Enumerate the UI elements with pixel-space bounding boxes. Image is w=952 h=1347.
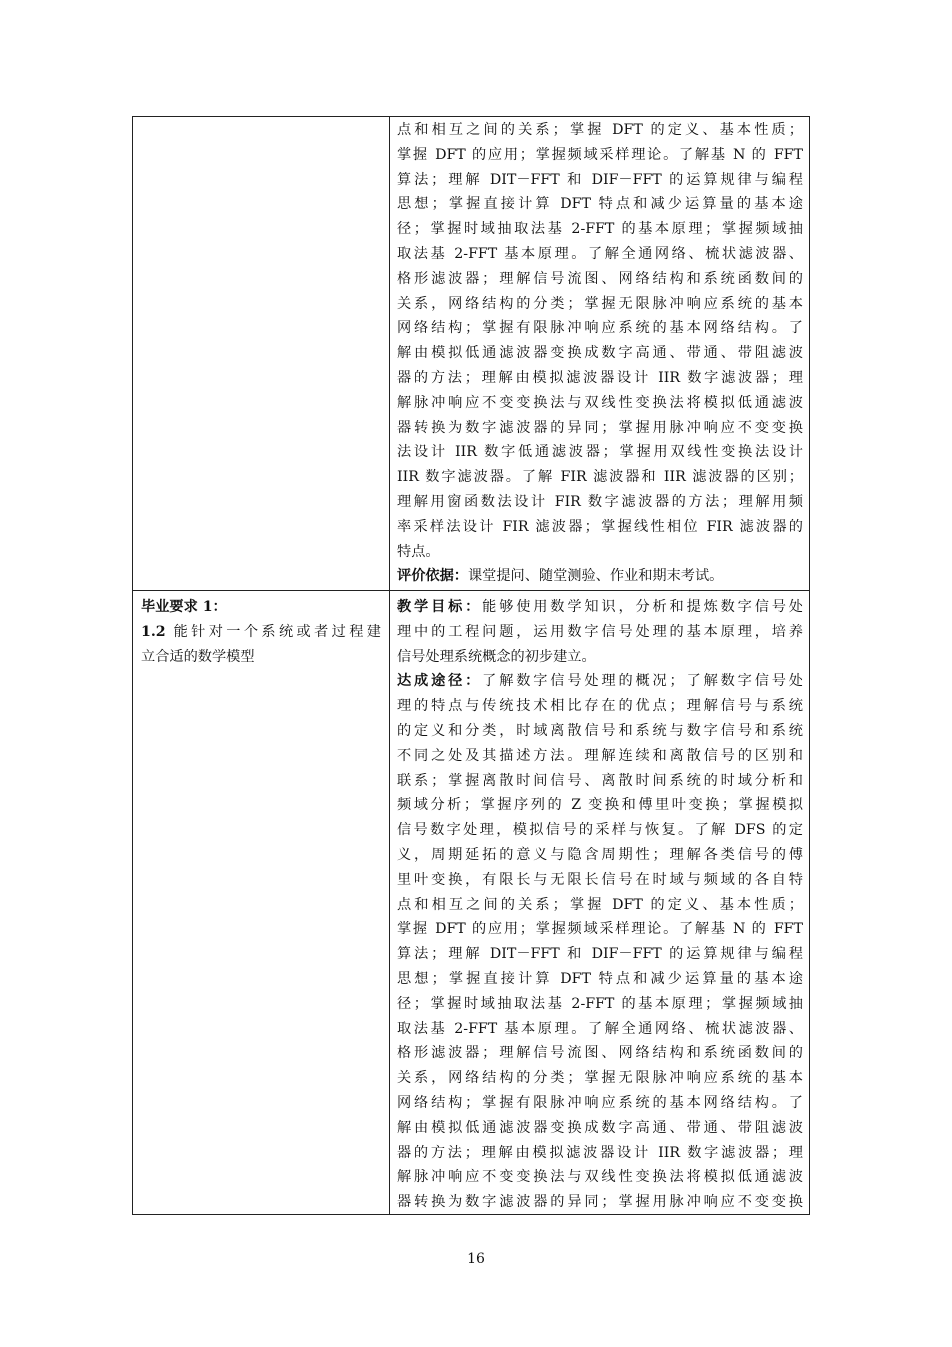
text-line: 径；掌握时域抽取法基 2-FFT 的基本原理；掌握频域抽: [397, 221, 803, 238]
text-line: 算法；理解 DIT－FFT 和 DIF－FFT 的运算规律与编程: [397, 946, 803, 963]
text-line: 信号数字处理，模拟信号的采样与恢复。了解 DFS 的定: [397, 822, 803, 839]
column-divider: [389, 117, 390, 1214]
text-line: 的定义和分类，时域离散信号和系统与数字信号和系统: [397, 722, 803, 739]
text-line: 解脉冲响应不变变换法与双线性变换法将模拟低通滤波: [397, 1169, 803, 1186]
evaluation-basis-text: 课堂提问、随堂测验、作业和期末考试。: [467, 568, 724, 585]
text-line: 径；掌握时域抽取法基 2-FFT 的基本原理；掌握频域抽: [397, 995, 803, 1012]
text-line: IIR 数字滤波器。了解 FIR 滤波器和 IIR 滤波器的区别；: [397, 469, 803, 486]
text-line: 格形滤波器；理解信号流图、网络结构和系统函数间的: [397, 1045, 803, 1062]
requirement-code: 1.2: [141, 623, 166, 640]
text-line: 点和相互之间的关系；掌握 DFT 的定义、基本性质；: [397, 122, 803, 138]
requirement-text-1: 能针对一个系统或者过程建: [165, 623, 381, 640]
text-line: 取法基 2-FFT 基本原理。了解全通网络、梳状滤波器、: [397, 245, 803, 262]
teaching-goal-line: [397, 595, 803, 620]
text-line: 率采样法设计 FIR 滤波器；掌握线性相位 FIR 滤波器的: [397, 518, 803, 535]
achievement-path-line: [397, 669, 803, 694]
text-line: 法设计 IIR 数字低通滤波器；掌握用双线性变换法设计: [397, 444, 803, 461]
teaching-goal-label: 教学目标：: [397, 599, 483, 615]
text-line: 不同之处及其描述方法。理解连续和离散信号的区别和: [397, 747, 803, 764]
text-line: 器的方法；理解由模拟滤波器设计 IIR 数字滤波器；理: [397, 369, 803, 386]
graduation-requirement-title: 毕业要求 1：: [141, 599, 227, 615]
text-line: 思想；掌握直接计算 DFT 特点和减少运算量的基本途: [397, 970, 803, 987]
achievement-path-continuation: [397, 694, 803, 1215]
text-line: 特点。: [397, 543, 440, 560]
text-line: 器转换为数字滤波器的异同；掌握用脉冲响应不变变换: [397, 419, 803, 436]
text-line: 信号处理系统概念的初步建立。: [397, 648, 596, 665]
text-line: 义，周期延拓的意义与隐含周期性；理解各类信号的傅: [397, 846, 803, 863]
text-line: 里叶变换，有限长与无限长信号在时域与频域的各自特: [397, 871, 803, 888]
text-line: 解由模拟低通滤波器变换成数字高通、带通、带阻滤波: [397, 345, 803, 362]
row2-right-cell: [397, 595, 803, 1215]
page-number: 16: [467, 1251, 485, 1267]
text-line: 网络结构；掌握有限脉冲响应系统的基本网络结构。了: [397, 1094, 803, 1111]
requirements-table: [132, 116, 810, 1215]
text-line: 格形滤波器；理解信号流图、网络结构和系统函数间的: [397, 270, 803, 287]
requirement-text-2: 立合适的数学模型: [141, 648, 255, 665]
text-line: 掌握 DFT 的应用；掌握频域采样理论。了解基 N 的 FFT: [397, 921, 803, 938]
text-line: 取法基 2-FFT 基本原理。了解全通网络、梳状滤波器、: [397, 1020, 803, 1037]
text-line: 频域分析；掌握序列的 Z 变换和傅里叶变换；掌握模拟: [397, 797, 803, 814]
text-line: 点和相互之间的关系；掌握 DFT 的定义、基本性质；: [397, 896, 803, 913]
teaching-goal-continuation: [397, 620, 803, 670]
text-line: 网络结构；掌握有限脉冲响应系统的基本网络结构。了: [397, 320, 803, 337]
row2-left-cell: [141, 595, 381, 669]
achievement-path-text: 了解数字信号处理的概况；了解数字信号处: [482, 673, 803, 690]
teaching-goal-text: 能够使用数学知识，分析和提炼数字信号处: [482, 599, 803, 615]
row-divider: [133, 590, 809, 591]
text-line: 解脉冲响应不变变换法与双线性变换法将模拟低通滤波: [397, 394, 803, 411]
text-line: 理解用窗函数法设计 FIR 数字滤波器的方法；理解用频: [397, 493, 803, 510]
text-line: 联系；掌握离散时间信号、离散时间系统的时域分析和: [397, 772, 803, 789]
text-line: 思想；掌握直接计算 DFT 特点和减少运算量的基本途: [397, 196, 803, 213]
evaluation-basis-line: [397, 564, 803, 589]
row1-right-cell: [397, 118, 803, 589]
text-line: 理的特点与传统技术相比存在的优点；理解信号与系统: [397, 698, 803, 715]
text-line: 关系，网络结构的分类；掌握无限脉冲响应系统的基本: [397, 295, 803, 312]
text-line: 器的方法；理解由模拟滤波器设计 IIR 数字滤波器；理: [397, 1144, 803, 1161]
text-line: 器转换为数字滤波器的异同；掌握用脉冲响应不变变换: [397, 1194, 803, 1211]
evaluation-basis-label: 评价依据：: [397, 568, 468, 585]
requirement-line-1: [141, 620, 381, 645]
text-line: 算法；理解 DIT－FFT 和 DIF－FFT 的运算规律与编程: [397, 171, 803, 188]
text-line: 解由模拟低通滤波器变换成数字高通、带通、带阻滤波: [397, 1119, 803, 1136]
achievement-path-label: 达成途径：: [397, 673, 483, 690]
text-line: 关系，网络结构的分类；掌握无限脉冲响应系统的基本: [397, 1070, 803, 1087]
row1-text-block: [397, 118, 803, 564]
text-line: 理中的工程问题，运用数字信号处理的基本原理，培养: [397, 623, 803, 640]
text-line: 掌握 DFT 的应用；掌握频域采样理论。了解基 N 的 FFT: [397, 146, 803, 163]
